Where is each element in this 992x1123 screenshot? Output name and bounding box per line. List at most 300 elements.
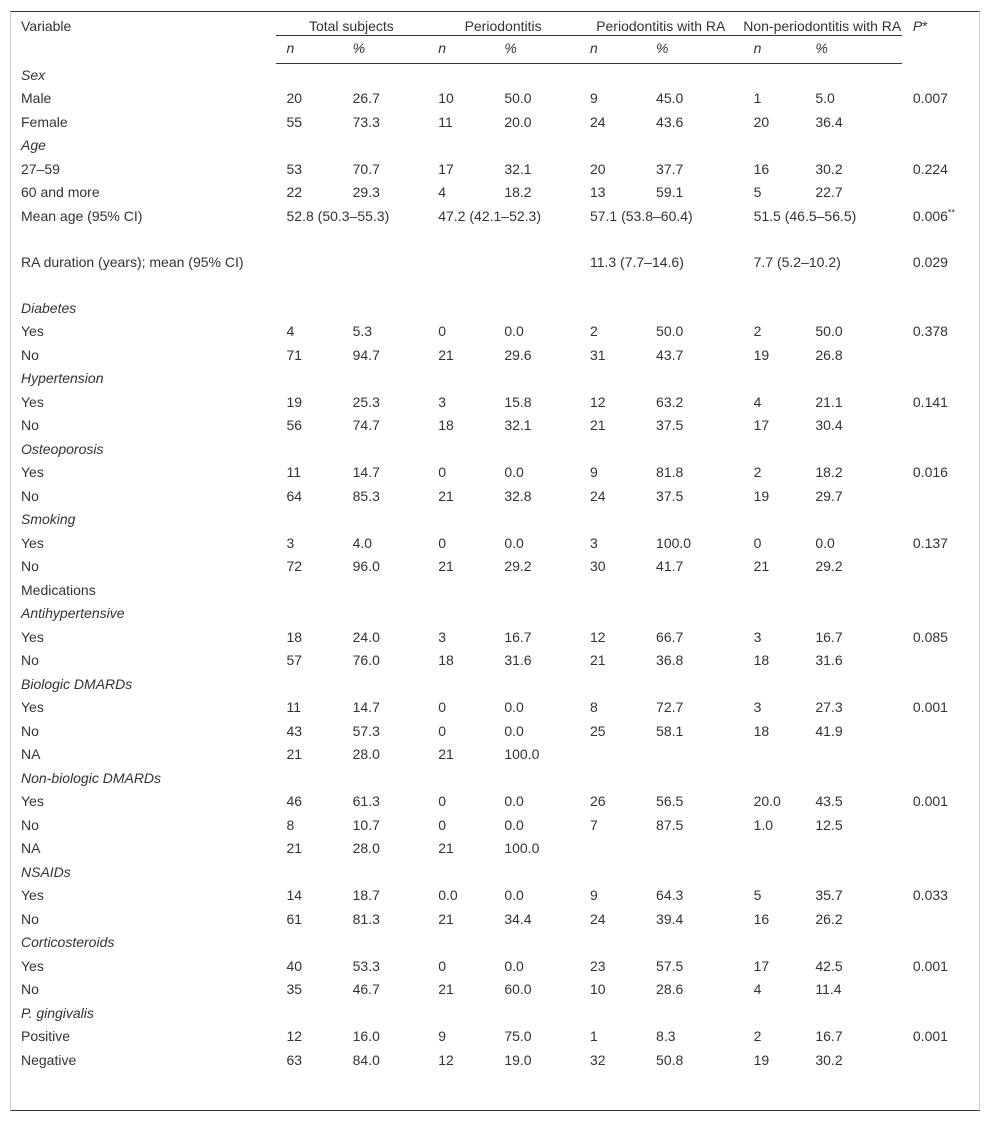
count-cell: 1 xyxy=(589,1028,598,1044)
table-row xyxy=(10,205,980,251)
percent-cell: 0.0 xyxy=(504,957,524,974)
table-row xyxy=(10,696,980,720)
percent-cell: 16.0 xyxy=(352,1028,380,1044)
table-row xyxy=(10,111,980,135)
percent-cell: 28.0 xyxy=(352,840,380,856)
row-label: RA duration (years); mean (95% CI) xyxy=(21,253,244,270)
percent-cell: 18.2 xyxy=(815,464,843,480)
table-row xyxy=(10,414,980,438)
table-body xyxy=(10,64,980,1073)
percent-cell: 57.5 xyxy=(656,957,684,974)
percent-cell: 29.7 xyxy=(815,487,843,504)
table-row xyxy=(10,532,980,556)
percent-cell: 31.6 xyxy=(815,652,843,668)
percent-cell: 0.0 xyxy=(504,722,524,739)
percent-cell: 27.3 xyxy=(815,699,843,715)
row-label: No xyxy=(21,417,39,433)
section-label: Antihypertensive xyxy=(21,605,125,621)
header-group-periodontitis-ra: Periodontitis with RA xyxy=(579,11,743,36)
percent-cell: 57.3 xyxy=(352,722,380,739)
section-row xyxy=(10,297,980,321)
table-row xyxy=(10,181,980,205)
count-cell: 35 xyxy=(286,981,303,997)
header-n: n xyxy=(743,36,805,64)
percent-cell: 75.0 xyxy=(504,1028,532,1044)
count-cell: 63 xyxy=(286,1051,303,1068)
count-cell: 21 xyxy=(438,746,454,762)
count-cell: 20 xyxy=(286,90,303,106)
row-label: No xyxy=(21,910,39,927)
percent-cell: 4.0 xyxy=(352,534,373,551)
empty-cell xyxy=(276,297,980,321)
section-row xyxy=(10,134,980,158)
p-value-cell xyxy=(902,814,980,838)
table-row xyxy=(10,320,980,344)
section-label: Hypertension xyxy=(21,370,104,386)
percent-cell: 76.0 xyxy=(352,652,380,668)
count-cell xyxy=(743,837,805,861)
p-value-cell: 0.007 xyxy=(912,90,948,106)
p-value-cell xyxy=(902,414,980,438)
count-cell: 31 xyxy=(589,346,606,363)
row-label: Yes xyxy=(21,957,44,974)
percent-cell: 50.0 xyxy=(815,323,843,339)
percent-cell: 50.0 xyxy=(656,323,684,339)
percent-cell: 0.0 xyxy=(504,699,524,715)
count-cell: 21 xyxy=(438,910,454,927)
percent-cell: 60.0 xyxy=(504,981,532,997)
table-row xyxy=(10,955,980,979)
percent-cell: 53.3 xyxy=(352,957,380,974)
percent-cell xyxy=(804,837,902,861)
percent-cell xyxy=(804,743,902,767)
row-label: No xyxy=(21,722,39,739)
percent-cell: 58.1 xyxy=(656,722,684,739)
p-value-cell xyxy=(902,837,980,861)
characteristics-table xyxy=(10,11,980,1072)
p-value-cell xyxy=(902,743,980,767)
count-cell: 2 xyxy=(589,323,598,339)
row-label: Yes xyxy=(21,323,44,339)
count-cell: 21 xyxy=(589,652,606,668)
row-label: Yes xyxy=(21,464,44,480)
percent-cell: 0.0 xyxy=(815,534,835,551)
empty-cell xyxy=(276,367,980,391)
percent-cell: 59.1 xyxy=(656,184,684,200)
header-pct: % xyxy=(804,36,902,64)
count-cell: 9 xyxy=(438,1028,447,1044)
p-value-cell xyxy=(902,649,980,673)
count-cell: 9 xyxy=(589,464,598,480)
percent-cell: 87.5 xyxy=(656,816,684,833)
row-label: No xyxy=(21,816,39,833)
count-cell: 2 xyxy=(753,1028,762,1044)
count-cell: 3 xyxy=(438,628,447,645)
count-cell: 0 xyxy=(438,323,447,339)
percent-cell: 42.5 xyxy=(815,957,843,974)
row-label: No xyxy=(21,652,39,668)
table-row xyxy=(10,344,980,368)
section-label: P. gingivalis xyxy=(21,1004,94,1021)
percent-cell: 70.7 xyxy=(352,160,380,177)
header-n: n xyxy=(427,36,493,64)
count-cell: 11 xyxy=(438,113,453,130)
count-cell: 30 xyxy=(589,558,606,574)
p-value: 0.029 xyxy=(912,253,948,270)
p-value-cell xyxy=(902,555,980,579)
count-cell: 4 xyxy=(753,981,762,997)
section-row xyxy=(10,767,980,791)
row-label: Positive xyxy=(21,1028,71,1044)
count-cell: 20.0 xyxy=(753,793,781,809)
count-cell: 18 xyxy=(753,652,770,668)
percent-cell: 43.7 xyxy=(656,346,684,363)
row-label: No xyxy=(21,346,39,363)
percent-cell: 0.0 xyxy=(504,793,524,809)
percent-cell: 0.0 xyxy=(504,816,524,833)
count-cell: 21 xyxy=(438,981,454,997)
percent-cell: 37.5 xyxy=(656,417,684,433)
count-cell: 0 xyxy=(438,464,447,480)
percent-cell: 10.7 xyxy=(352,816,380,833)
row-label: Yes xyxy=(21,887,44,903)
row-label: No xyxy=(21,487,39,504)
count-cell: 40 xyxy=(286,957,303,974)
p-value: 0.006 xyxy=(912,207,948,224)
row-label: Negative xyxy=(21,1051,77,1068)
count-cell: 11 xyxy=(286,464,302,480)
empty-cell xyxy=(276,579,980,603)
percent-cell: 41.9 xyxy=(815,722,843,739)
count-cell: 0 xyxy=(438,722,447,739)
table-row xyxy=(10,251,980,297)
percent-cell: 8.3 xyxy=(656,1028,676,1044)
header-variable: Variable xyxy=(21,18,72,34)
count-cell: 10 xyxy=(589,981,606,997)
summary-cell: 51.5 (46.5–56.5) xyxy=(753,207,857,224)
percent-cell: 26.8 xyxy=(815,346,843,363)
count-cell: 32 xyxy=(589,1051,606,1068)
section-label: Biologic DMARDs xyxy=(21,675,133,692)
p-value-cell: 0.016 xyxy=(912,464,948,480)
percent-cell: 24.0 xyxy=(352,628,380,645)
table-row xyxy=(10,461,980,485)
percent-cell: 11.4 xyxy=(815,981,842,997)
header-pct: % xyxy=(645,36,743,64)
percent-cell: 0.0 xyxy=(504,323,524,339)
table-row xyxy=(10,884,980,908)
header-pct: % xyxy=(493,36,579,64)
p-value-cell: 0.001 xyxy=(912,1028,948,1044)
count-cell: 12 xyxy=(438,1051,454,1068)
percent-cell: 63.2 xyxy=(656,393,684,410)
count-cell: 21 xyxy=(438,558,454,574)
count-cell: 2 xyxy=(753,323,762,339)
p-value-cell xyxy=(902,908,980,932)
count-cell: 16 xyxy=(753,910,770,927)
row-label: No xyxy=(21,981,39,997)
count-cell: 16 xyxy=(753,160,770,177)
percent-cell: 85.3 xyxy=(352,487,380,504)
count-cell: 19 xyxy=(753,1051,770,1068)
count-cell: 18 xyxy=(438,652,454,668)
percent-cell xyxy=(645,743,743,767)
count-cell: 21 xyxy=(589,417,606,433)
empty-cell xyxy=(276,673,980,697)
count-cell: 8 xyxy=(286,816,295,833)
count-cell: 25 xyxy=(589,722,606,739)
percent-cell: 28.0 xyxy=(352,746,380,762)
count-cell: 5 xyxy=(753,184,762,200)
percent-cell: 14.7 xyxy=(352,699,380,715)
percent-cell: 36.8 xyxy=(656,652,684,668)
header-p-mark: * xyxy=(922,18,928,34)
count-cell: 24 xyxy=(589,910,606,927)
count-cell: 21 xyxy=(438,346,454,363)
empty-cell xyxy=(276,438,980,462)
count-cell: 3 xyxy=(438,393,447,410)
count-cell: 61 xyxy=(286,910,303,927)
percent-cell: 26.2 xyxy=(815,910,843,927)
section-row xyxy=(10,508,980,532)
table-row xyxy=(10,790,980,814)
p-value-cell: 0.137 xyxy=(912,534,948,551)
p-value-cell: 0.141 xyxy=(912,393,948,410)
percent-cell: 50.0 xyxy=(504,90,532,106)
percent-cell: 29.2 xyxy=(815,558,843,574)
count-cell: 17 xyxy=(438,160,454,177)
p-value-cell: 0.001 xyxy=(912,699,948,715)
percent-cell: 81.8 xyxy=(656,464,684,480)
summary-cell: 11.3 (7.7–14.6) xyxy=(589,253,684,270)
row-label: NA xyxy=(21,746,41,762)
p-value-cell: 0.085 xyxy=(912,628,948,645)
percent-cell: 96.0 xyxy=(352,558,380,574)
p-value-cell xyxy=(902,251,980,297)
p-value-cell xyxy=(902,485,980,509)
p-value-cell: 0.001 xyxy=(912,793,948,809)
percent-cell: 35.7 xyxy=(815,887,843,903)
count-cell: 21 xyxy=(286,746,303,762)
count-cell: 21 xyxy=(438,487,454,504)
percent-cell: 41.7 xyxy=(656,558,684,574)
percent-cell: 36.4 xyxy=(815,113,843,130)
percent-cell: 56.5 xyxy=(656,793,684,809)
count-cell xyxy=(743,743,805,767)
count-cell: 19 xyxy=(753,346,770,363)
count-cell: 3 xyxy=(753,628,762,645)
percent-cell: 50.8 xyxy=(656,1051,684,1068)
count-cell: 19 xyxy=(753,487,770,504)
percent-cell: 22.7 xyxy=(815,184,843,200)
empty-cell xyxy=(276,1002,980,1026)
count-cell: 17 xyxy=(753,417,770,433)
count-cell: 64 xyxy=(286,487,303,504)
row-label: 27–59 xyxy=(21,160,60,177)
percent-cell: 43.5 xyxy=(815,793,843,809)
percent-cell: 66.7 xyxy=(656,628,684,645)
empty-cell xyxy=(276,602,980,626)
row-label: Yes xyxy=(21,534,44,551)
percent-cell: 25.3 xyxy=(352,393,380,410)
count-cell: 1 xyxy=(753,90,762,106)
row-label: Yes xyxy=(21,628,44,645)
p-value-cell xyxy=(902,344,980,368)
table-row xyxy=(10,626,980,650)
section-row xyxy=(10,673,980,697)
percent-cell: 46.7 xyxy=(352,981,380,997)
p-value-cell xyxy=(902,978,980,1002)
percent-cell: 84.0 xyxy=(352,1051,380,1068)
count-cell: 4 xyxy=(286,323,295,339)
p-value-cell: 0.378 xyxy=(912,323,948,339)
row-label: No xyxy=(21,558,39,574)
table-row xyxy=(10,908,980,932)
percent-cell: 21.1 xyxy=(815,393,843,410)
header-group-total: Total subjects xyxy=(276,11,428,36)
count-cell: 0 xyxy=(438,699,447,715)
count-cell: 7 xyxy=(589,816,598,833)
count-cell: 5 xyxy=(753,887,762,903)
percent-cell: 81.3 xyxy=(352,910,380,927)
count-cell: 3 xyxy=(753,699,762,715)
percent-cell: 37.5 xyxy=(656,487,684,504)
section-row xyxy=(10,861,980,885)
p-value-cell xyxy=(902,111,980,135)
summary-cell: 52.8 (50.3–55.3) xyxy=(286,207,390,224)
percent-cell: 34.4 xyxy=(504,910,532,927)
count-cell: 0 xyxy=(438,816,447,833)
percent-cell: 32.8 xyxy=(504,487,532,504)
count-cell: 20 xyxy=(589,160,606,177)
percent-cell: 18.7 xyxy=(352,887,380,903)
percent-cell: 14.7 xyxy=(352,464,380,480)
summary-cell: 47.2 (42.1–52.3) xyxy=(438,207,541,224)
p-value-cell xyxy=(902,1049,980,1073)
percent-cell: 32.1 xyxy=(504,417,532,433)
percent-cell: 0.0 xyxy=(504,887,524,903)
count-cell: 21 xyxy=(286,840,303,856)
summary-cell: 57.1 (53.8–60.4) xyxy=(589,207,693,224)
section-label: Smoking xyxy=(21,511,76,527)
count-cell: 0.0 xyxy=(438,887,458,903)
percent-cell: 73.3 xyxy=(352,113,380,130)
count-cell: 4 xyxy=(753,393,762,410)
summary-cell: 7.7 (5.2–10.2) xyxy=(753,253,841,270)
count-cell: 12 xyxy=(589,628,606,645)
percent-cell xyxy=(645,837,743,861)
count-cell: 24 xyxy=(589,487,606,504)
count-cell: 8 xyxy=(589,699,598,715)
count-cell: 10 xyxy=(438,90,454,106)
p-value-cell: 0.033 xyxy=(912,887,948,903)
percent-cell: 29.6 xyxy=(504,346,532,363)
count-cell: 11 xyxy=(286,699,302,715)
summary-cell xyxy=(427,251,579,297)
table-row xyxy=(10,814,980,838)
percent-cell: 37.7 xyxy=(656,160,684,177)
count-cell: 21 xyxy=(438,840,454,856)
count-cell: 72 xyxy=(286,558,303,574)
percent-cell: 18.2 xyxy=(504,184,532,200)
p-value-cell xyxy=(902,720,980,744)
row-label: Female xyxy=(21,113,68,130)
row-label: NA xyxy=(21,840,41,856)
header-p-value xyxy=(902,11,980,64)
header-p-letter: P xyxy=(912,18,923,34)
percent-cell: 5.0 xyxy=(815,90,835,106)
header-n: n xyxy=(579,36,645,64)
section-row xyxy=(10,64,980,88)
percent-cell: 45.0 xyxy=(656,90,684,106)
percent-cell: 16.7 xyxy=(815,1028,843,1044)
percent-cell: 0.0 xyxy=(504,464,524,480)
p-value-cell xyxy=(902,205,980,251)
percent-cell: 61.3 xyxy=(352,793,380,809)
section-row xyxy=(10,602,980,626)
count-cell: 0 xyxy=(753,534,762,551)
count-cell: 71 xyxy=(286,346,303,363)
count-cell: 13 xyxy=(589,184,606,200)
percent-cell: 29.2 xyxy=(504,558,532,574)
count-cell: 2 xyxy=(753,464,762,480)
table-row xyxy=(10,649,980,673)
header-group-periodontitis: Periodontitis xyxy=(427,11,579,36)
p-value-cell xyxy=(902,181,980,205)
table-row xyxy=(10,158,980,182)
count-cell: 3 xyxy=(286,534,295,551)
p-value-footnote-mark: ** xyxy=(947,206,955,217)
count-cell: 55 xyxy=(286,113,303,130)
percent-cell: 30.2 xyxy=(815,160,843,177)
percent-cell: 31.6 xyxy=(504,652,532,668)
row-label: Yes xyxy=(21,793,44,809)
count-cell: 14 xyxy=(286,887,303,903)
section-row xyxy=(10,931,980,955)
count-cell: 21 xyxy=(753,558,770,574)
count-cell: 9 xyxy=(589,887,598,903)
count-cell: 4 xyxy=(438,184,447,200)
count-cell xyxy=(579,837,645,861)
empty-cell xyxy=(276,767,980,791)
percent-cell: 30.2 xyxy=(815,1051,843,1068)
percent-cell: 5.3 xyxy=(352,323,373,339)
percent-cell: 15.8 xyxy=(504,393,532,410)
count-cell: 0 xyxy=(438,793,447,809)
percent-cell: 0.0 xyxy=(504,534,524,551)
count-cell: 12 xyxy=(286,1028,303,1044)
table-row xyxy=(10,743,980,767)
section-label: Sex xyxy=(21,66,46,83)
count-cell: 18 xyxy=(438,417,454,433)
count-cell: 17 xyxy=(753,957,770,974)
percent-cell: 100.0 xyxy=(504,746,540,762)
count-cell: 0 xyxy=(438,957,447,974)
section-label: Corticosteroids xyxy=(21,934,115,950)
p-value-cell: 0.001 xyxy=(912,957,948,974)
section-label: Non-biologic DMARDs xyxy=(21,769,162,786)
count-cell: 23 xyxy=(589,957,606,974)
count-cell: 1.0 xyxy=(753,816,774,833)
table-row xyxy=(10,720,980,744)
count-cell: 53 xyxy=(286,160,303,177)
percent-cell: 64.3 xyxy=(656,887,684,903)
percent-cell: 72.7 xyxy=(656,699,684,715)
percent-cell: 12.5 xyxy=(815,816,843,833)
empty-cell xyxy=(276,508,980,532)
empty-cell xyxy=(276,931,980,955)
percent-cell: 19.0 xyxy=(504,1051,532,1068)
